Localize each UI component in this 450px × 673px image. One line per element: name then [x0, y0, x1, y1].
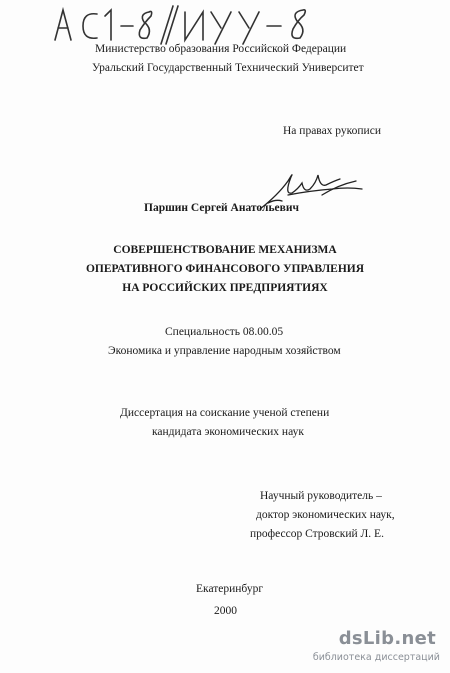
- rights-note: На правах рукописи: [283, 125, 381, 137]
- ministry-name: Министерство образования Российской Федерации: [95, 43, 347, 55]
- university-name: Уральский Государственный Технический Университет: [92, 62, 364, 74]
- watermark-caption: библиотека диссертаций: [312, 652, 440, 663]
- dissertation-line-1: Диссертация на соискание ученой степени: [120, 407, 330, 419]
- specialty-code: Специальность 08.00.05: [165, 326, 284, 338]
- year: 2000: [214, 605, 237, 617]
- title-line-1: СОВЕРШЕНСТВОВАНИЕ МЕХАНИЗМА: [113, 244, 337, 256]
- supervisor-name: профессор Стровский Л. Е.: [250, 528, 384, 540]
- city: Екатеринбург: [196, 583, 264, 595]
- title-line-3: НА РОССИЙСКИХ ПРЕДПРИЯТИЯХ: [122, 282, 328, 294]
- watermark-logo[interactable]: dsLib.net: [338, 628, 436, 649]
- supervisor-label: Научный руководитель –: [260, 490, 382, 502]
- specialty-name: Экономика и управление народным хозяйством: [108, 345, 341, 357]
- supervisor-degree: доктор экономических наук,: [256, 509, 395, 521]
- author-name: Паршин Сергей Анатольевич: [144, 202, 299, 214]
- stamp-text: А С1-8/ИУУ-8: [45, 2, 52, 3]
- title-line-2: ОПЕРАТИВНОГО ФИНАНСОВОГО УПРАВЛЕНИЯ: [85, 263, 365, 275]
- handwritten-stamp: [45, 2, 345, 47]
- dissertation-line-2: кандидата экономических наук: [152, 426, 304, 438]
